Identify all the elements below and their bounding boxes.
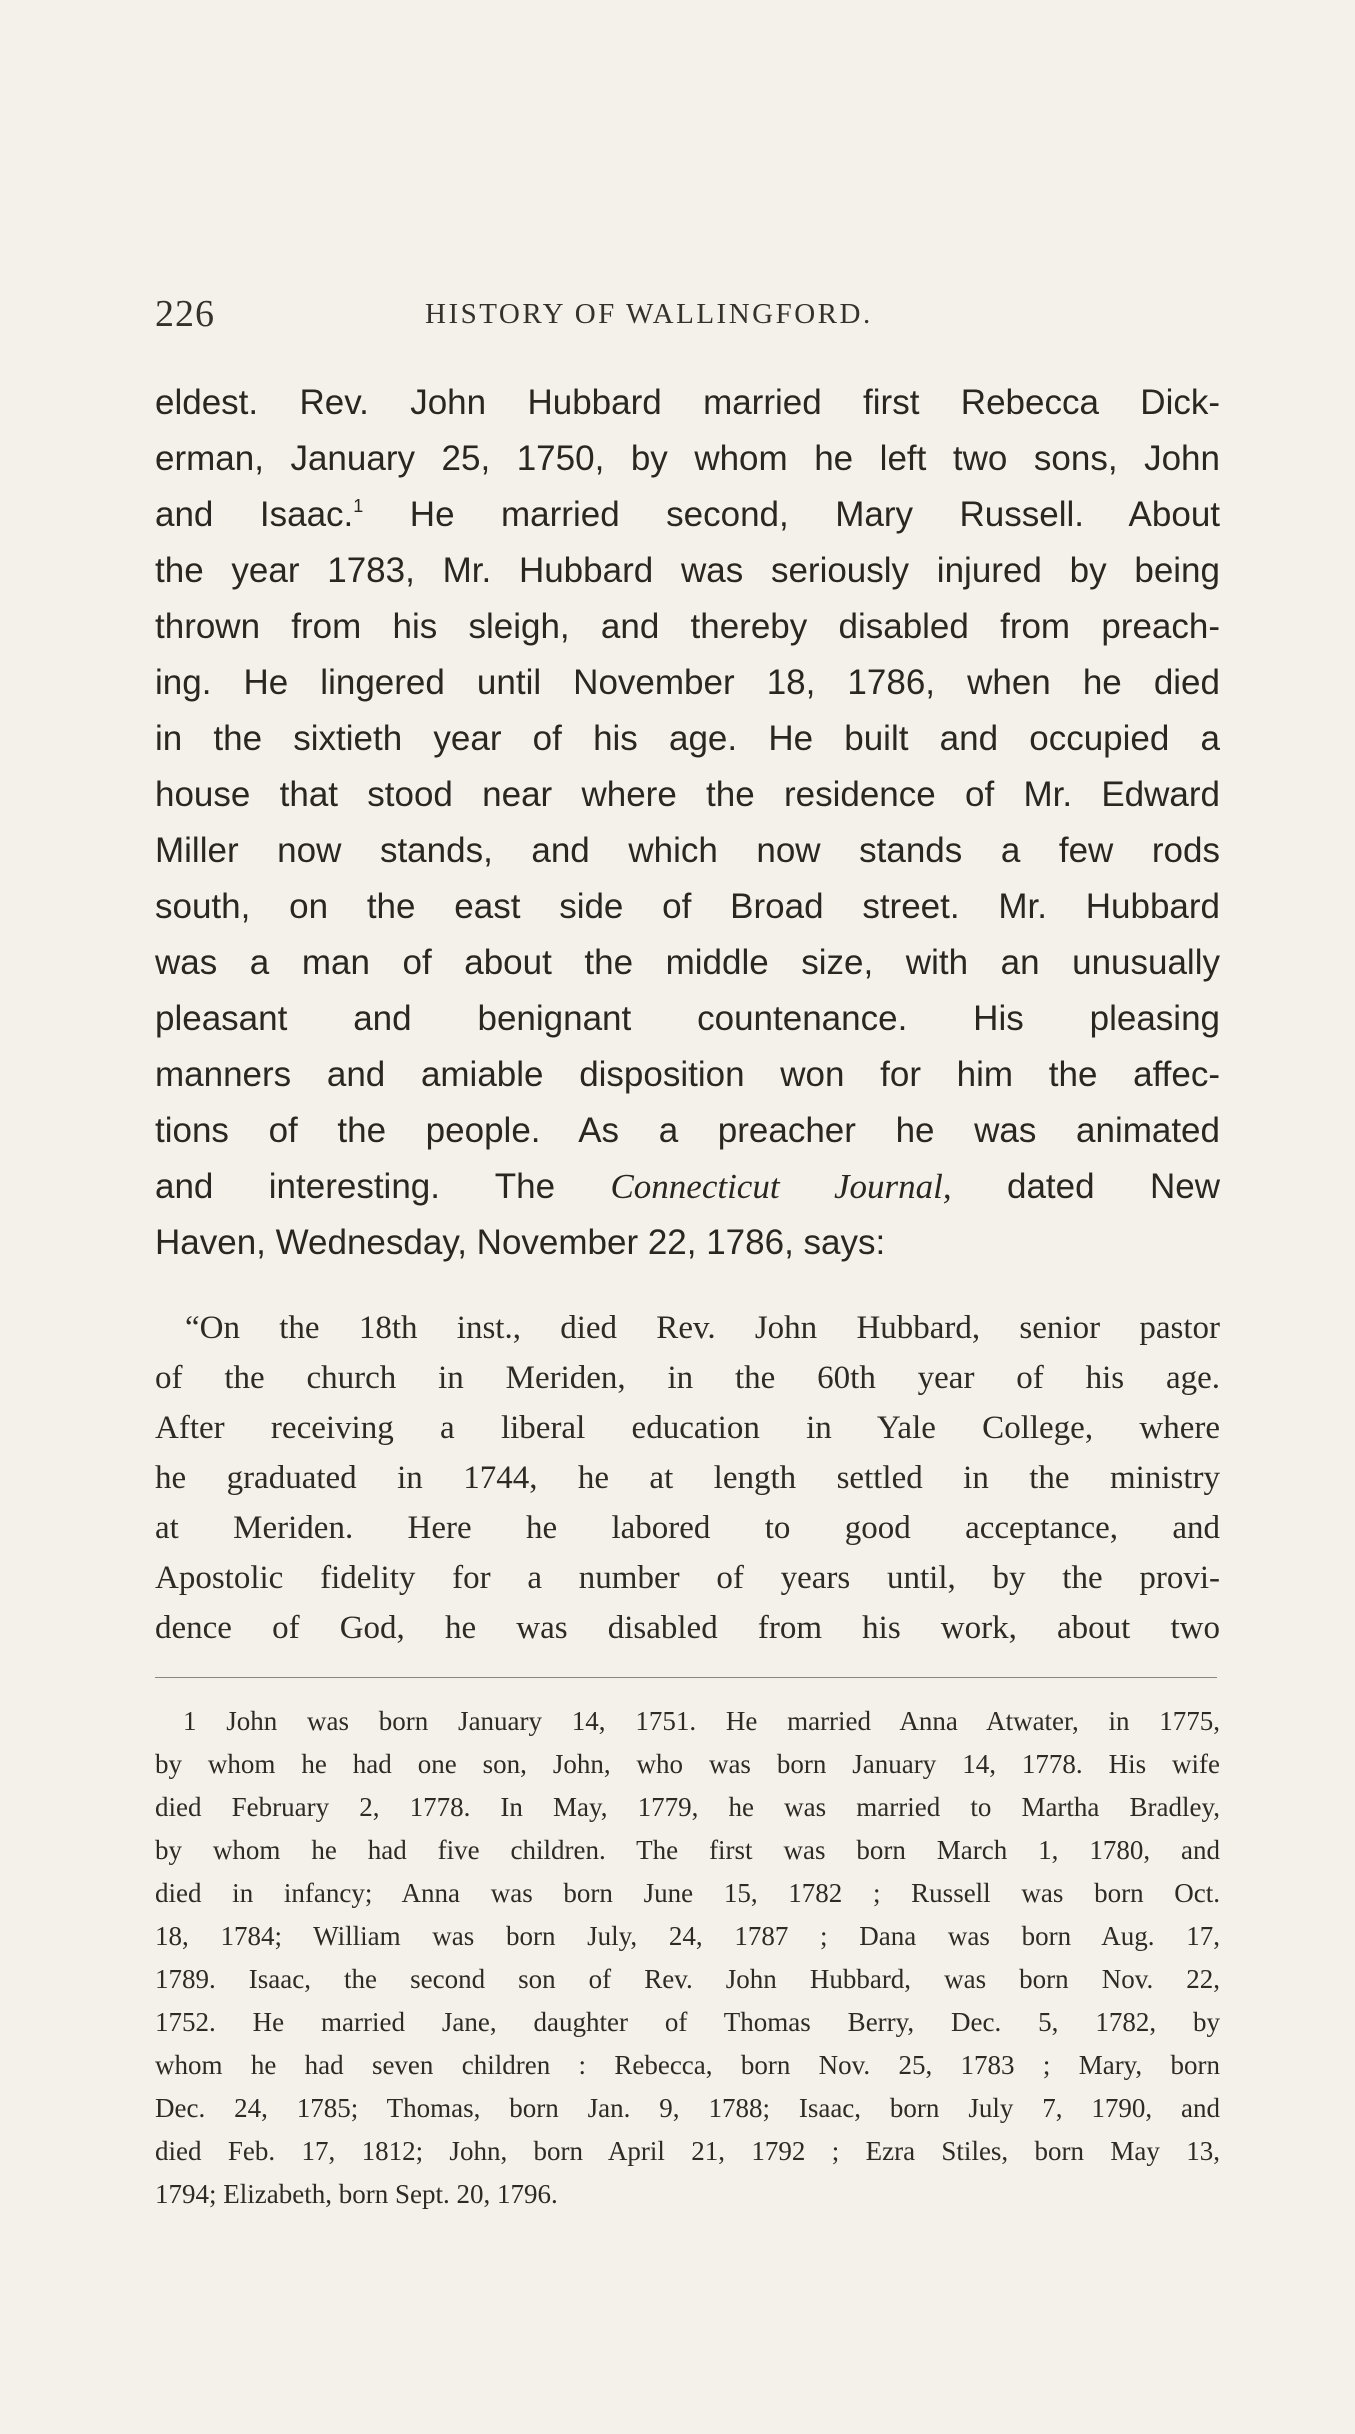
body-line: south, on the east side of Broad street. Mr. Hubbard xyxy=(155,887,1220,926)
body-line xyxy=(155,1159,1220,1215)
body-line: the year 1783, Mr. Hubbard was seriously injured by being xyxy=(155,551,1220,590)
footnote-line: 1752. He married Jane, daughter of Thomas Berry, Dec. 5, 1782, by xyxy=(155,2007,1220,2037)
body-line-text: and interesting. The xyxy=(155,1167,556,1206)
footnote-line: died February 2, 1778. In May, 1779, he was married to Martha Bradley, xyxy=(155,1792,1220,1822)
footnote-line: by whom he had five children. The first was born March 1, 1780, and xyxy=(155,1835,1220,1865)
main-paragraph xyxy=(155,375,1220,1271)
quote-line: of the church in Meriden, in the 60th year of his age. xyxy=(155,1360,1220,1396)
body-line: pleasant and benignant countenance. His pleasing xyxy=(155,999,1220,1038)
body-line: erman, January 25, 1750, by whom he left two sons, John xyxy=(155,439,1220,478)
body-line xyxy=(155,487,1220,543)
quote-line: Apostolic fidelity for a number of years until, by the provi- xyxy=(155,1560,1220,1596)
quote-line: he graduated in 1744, he at length settled in the ministry xyxy=(155,1460,1220,1496)
body-line: ing. He lingered until November 18, 1786, when he died xyxy=(155,663,1220,702)
body-line: was a man of about the middle size, with an unusually xyxy=(155,943,1220,982)
footnote-line: by whom he had one son, John, who was born January 14, 1778. His wife xyxy=(155,1749,1220,1779)
footnote-line: 18, 1784; William was born July, 24, 1787 ; Dana was born Aug. 17, xyxy=(155,1921,1220,1951)
body-line-text: and Isaac. xyxy=(155,495,354,534)
body-line: eldest. Rev. John Hubbard married first Rebecca Dick- xyxy=(155,383,1220,422)
running-head: HISTORY OF WALLINGFORD. xyxy=(425,298,873,330)
footnote-marker: 1 xyxy=(353,496,364,516)
body-line-text: He married second, Mary Russell. About xyxy=(363,495,1221,534)
footnote-line: 1 John was born January 14, 1751. He married Anna Atwater, in 1775, xyxy=(183,1706,1220,1736)
quote-line: dence of God, he was disabled from his work, about two xyxy=(155,1610,1220,1646)
footnote-line: died in infancy; Anna was born June 15, 1782 ; Russell was born Oct. xyxy=(155,1878,1220,1908)
quote-line: at Meriden. Here he labored to good acceptance, and xyxy=(155,1510,1220,1546)
journal-title: Connecticut Journal, xyxy=(610,1167,952,1206)
footnote-line: died Feb. 17, 1812; John, born April 21, 1792 ; Ezra Stiles, born May 13, xyxy=(155,2136,1220,2166)
footnote-line: 1794; Elizabeth, born Sept. 20, 1796. xyxy=(155,2179,558,2209)
quote-line: After receiving a liberal education in Yale College, where xyxy=(155,1410,1220,1446)
page-header xyxy=(155,292,1220,342)
page-number: 226 xyxy=(155,293,215,335)
body-line: manners and amiable disposition won for him the affec- xyxy=(155,1055,1220,1094)
footnote-line: 1789. Isaac, the second son of Rev. John Hubbard, was born Nov. 22, xyxy=(155,1964,1220,1994)
body-line: Haven, Wednesday, November 22, 1786, says: xyxy=(155,1223,886,1262)
footnote-line: Dec. 24, 1785; Thomas, born Jan. 9, 1788; Isaac, born July 7, 1790, and xyxy=(155,2093,1220,2123)
quote-line: “On the 18th inst., died Rev. John Hubbard, senior pastor xyxy=(185,1310,1220,1346)
footnote xyxy=(155,1700,1220,2216)
footnote-divider xyxy=(155,1677,1217,1678)
body-line: Miller now stands, and which now stands a few rods xyxy=(155,831,1220,870)
body-line: thrown from his sleigh, and thereby disabled from preach- xyxy=(155,607,1220,646)
body-line-text: dated New xyxy=(951,1167,1220,1206)
footnote-line: whom he had seven children : Rebecca, born Nov. 25, 1783 ; Mary, born xyxy=(155,2050,1220,2080)
body-line: in the sixtieth year of his age. He built and occupied a xyxy=(155,719,1220,758)
body-line: tions of the people. As a preacher he was animated xyxy=(155,1111,1220,1150)
quoted-obituary xyxy=(155,1303,1220,1653)
body-line: house that stood near where the residence of Mr. Edward xyxy=(155,775,1220,814)
